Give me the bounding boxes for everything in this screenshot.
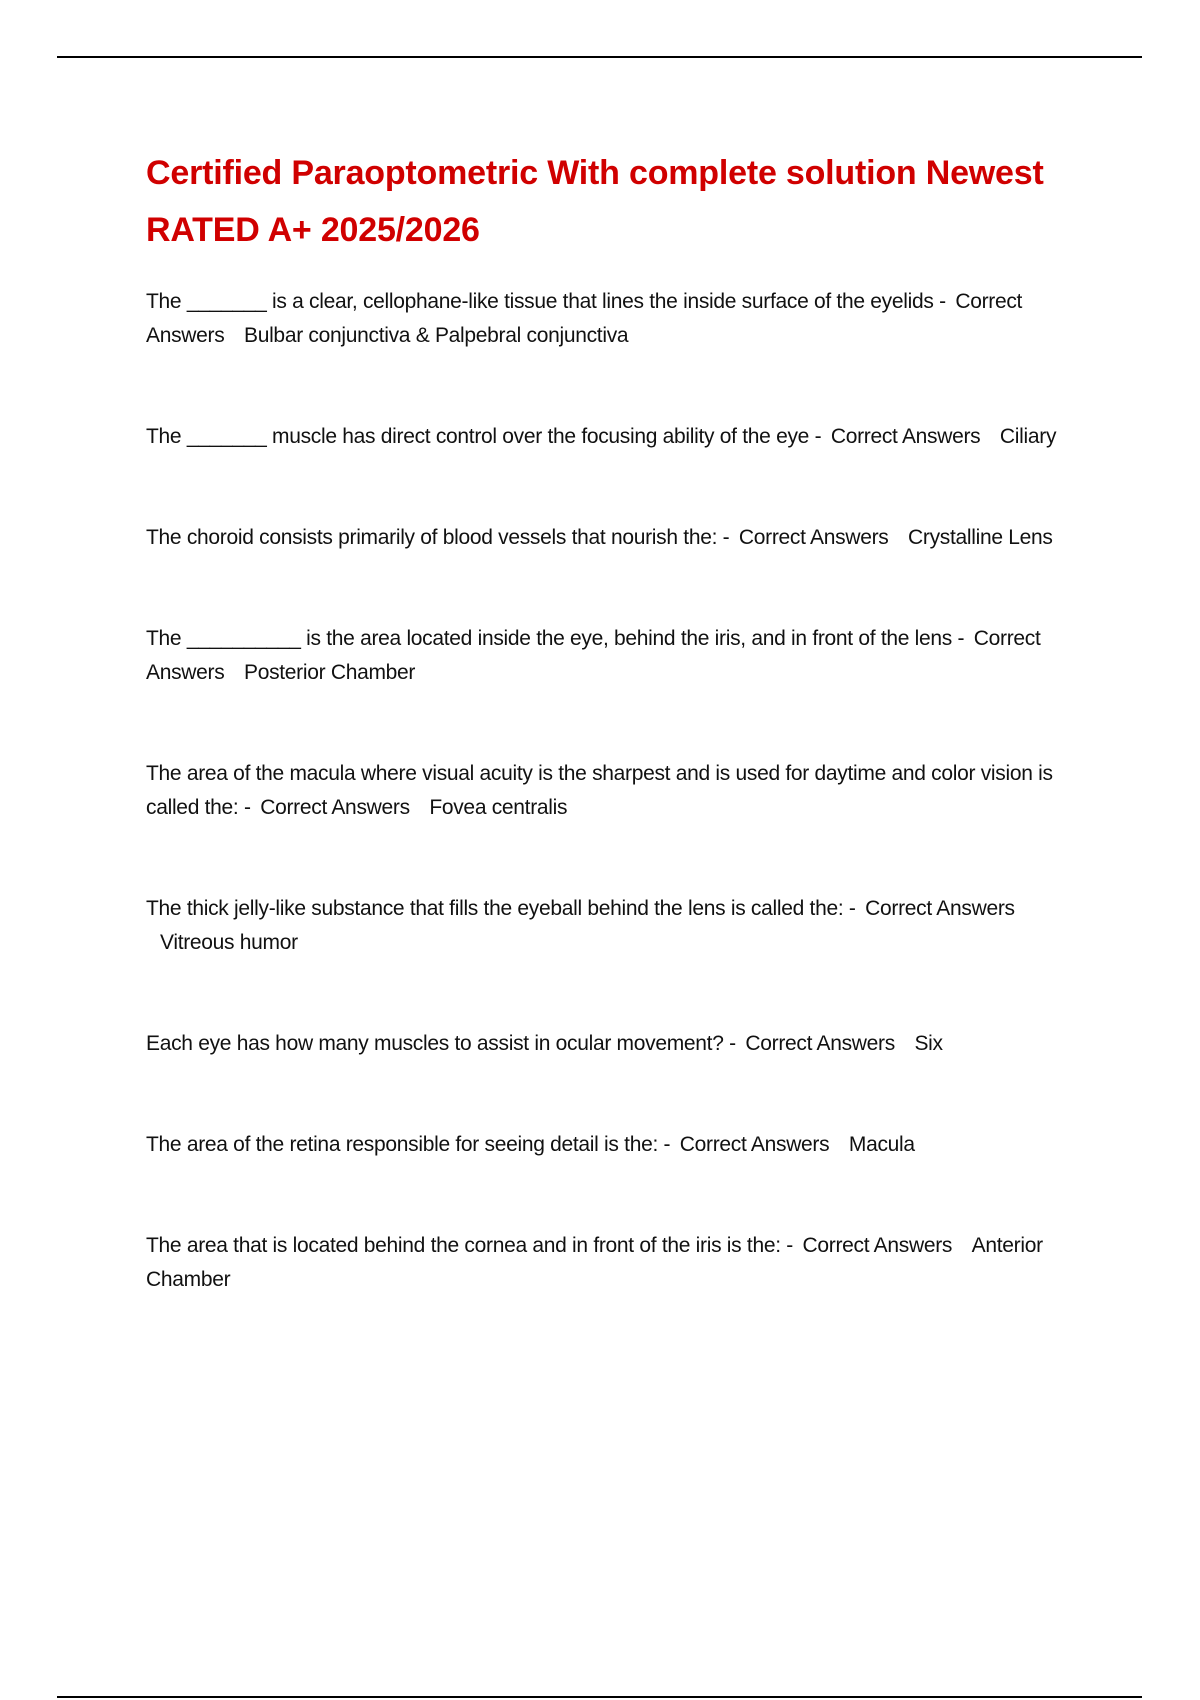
question-text: The area of the macula where visual acuity is the sharpest and is used for daytime and color vision is called the:	[146, 762, 1053, 819]
separator: -	[786, 1234, 793, 1257]
separator: -	[814, 425, 822, 448]
answer-text: Posterior Chamber	[243, 661, 416, 684]
qa-item	[146, 1229, 1086, 1297]
answer-text: Crystalline Lens	[908, 526, 1053, 549]
answer-label: Correct Answers	[738, 526, 889, 549]
question-text: The _______ is a clear, cellophane-like tissue that lines the inside surface of the eyelids	[146, 290, 934, 313]
answer-label: Correct Answers	[260, 796, 410, 819]
question-text: The thick jelly-like substance that fills the eyeball behind the lens is called the:	[146, 897, 844, 920]
question-text: Each eye has how many muscles to assist in ocular movement?	[146, 1032, 724, 1055]
qa-item	[146, 285, 1086, 353]
separator: -	[663, 1133, 671, 1156]
question-text: The _______ muscle has direct control over the focusing ability of the eye	[146, 425, 810, 448]
separator: -	[243, 796, 251, 819]
answer-text: Anterior Chamber	[146, 1234, 1043, 1291]
answer-label: Correct Answers	[146, 290, 1023, 347]
top-rule	[57, 56, 1142, 58]
document-body	[146, 145, 1086, 1364]
answer-label: Correct Answers	[679, 1133, 830, 1156]
answer-label: Correct Answers	[745, 1032, 895, 1055]
question-text: The area of the retina responsible for seeing detail is the:	[146, 1133, 658, 1156]
question-text: The choroid consists primarily of blood vessels that nourish the:	[146, 526, 718, 549]
qa-item	[146, 1128, 1086, 1162]
document-title: Certified Paraoptometric With complete solution Newest RATED A+ 2025/2026	[146, 154, 1044, 249]
qa-item	[146, 420, 1086, 454]
question-text: The area that is located behind the cornea and in front of the iris is the:	[146, 1234, 781, 1257]
answer-text: Vitreous humor	[160, 931, 298, 954]
qa-item	[146, 1027, 1086, 1061]
answer-text: Fovea centralis	[429, 796, 568, 819]
separator: -	[722, 526, 730, 549]
answer-text: Ciliary	[999, 425, 1057, 448]
answer-label: Correct Answers	[830, 425, 981, 448]
answer-label: Correct Answers	[146, 627, 1041, 684]
answer-text: Six	[914, 1032, 943, 1055]
separator: -	[729, 1032, 736, 1055]
question-text: The __________ is the area located inside the eye, behind the iris, and in front of the lens	[146, 627, 952, 650]
separator: -	[957, 627, 965, 650]
qa-item	[146, 757, 1086, 825]
answer-text: Macula	[848, 1133, 915, 1156]
qa-item	[146, 892, 1086, 960]
separator: -	[939, 290, 946, 313]
qa-item	[146, 622, 1086, 690]
answer-label: Correct Answers	[802, 1234, 953, 1257]
answer-label: Correct Answers	[865, 897, 1015, 920]
qa-item	[146, 521, 1086, 555]
bottom-rule	[57, 1696, 1142, 1698]
answer-text: Bulbar conjunctiva & Palpebral conjunctiva	[243, 324, 629, 347]
separator: -	[848, 897, 856, 920]
